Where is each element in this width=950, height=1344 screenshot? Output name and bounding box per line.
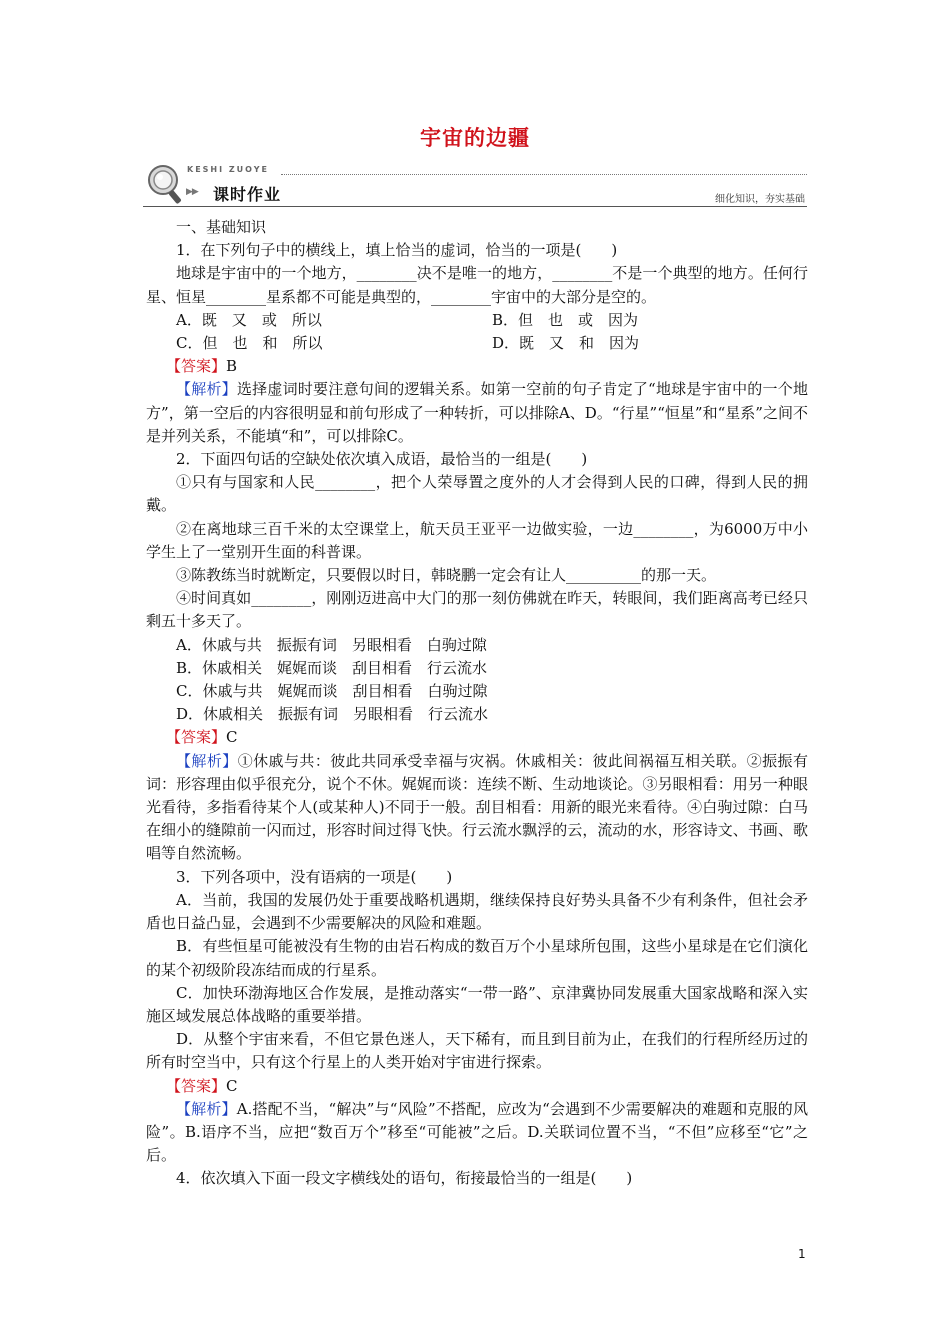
section-banner <box>143 160 807 208</box>
q3-analysis <box>146 1098 808 1168</box>
banner-pinyin: KESHI ZUOYE <box>187 165 269 174</box>
q3-option-c: C．加快环渤海地区合作发展，是推动落实“一带一路”、京津冀协同发展重大国家战略和深入实施区域发展总体战略的重要举措。 <box>146 983 808 1025</box>
q2-option-c: C．休戚与共 娓娓而谈 刮目相看 白驹过隙 <box>176 682 488 701</box>
banner-label: 课时作业 <box>213 185 282 204</box>
answer-value: C <box>226 1076 238 1095</box>
q3-option-b: B．有些恒星可能被没有生物的由岩石构成的数百万个小星球所包围，这些小星球是在它们演化的某个初级阶段冻结而成的行星系。 <box>146 937 808 979</box>
q3-option-a: A．当前，我国的发展仍处于重要战略机遇期，继续保持良好势头具备不少有利条件，但社会矛盾也日益凸显，会遇到不少需要解决的风险和难题。 <box>146 890 808 933</box>
q2-stem: 2．下面四句话的空缺处依次填入成语，最恰当的一组是( ) <box>176 450 588 469</box>
analysis-tag: 【解析】 <box>176 1099 237 1118</box>
q2-sentence-3: ③陈教练当时就断定，只要假以时日，韩晓鹏一定会有让人__________的那一天。 <box>176 566 717 585</box>
q2-analysis <box>146 750 808 866</box>
q1-stem: 1．在下列句子中的横线上，填上恰当的虚词，恰当的一项是( ) <box>176 241 618 260</box>
banner-dotted-line <box>281 174 807 175</box>
page-number: 1 <box>798 1247 806 1261</box>
q2-sentence-1: ①只有与国家和人民________，把个人荣辱置之度外的人才会得到人民的口碑，得到人民的拥戴。 <box>146 473 808 515</box>
q1-option-c: C．但 也 和 所以 <box>176 334 323 353</box>
banner-slogan: 细化知识，夯实基础 <box>715 194 805 205</box>
q1-option-b: B．但 也 或 因为 <box>492 310 639 329</box>
q1-option-a: A．既 又 或 所以 <box>176 310 322 329</box>
document-body <box>146 216 808 1191</box>
banner-rule <box>143 206 807 207</box>
answer-value: C <box>226 728 238 747</box>
q3-answer <box>146 1075 808 1098</box>
section-heading: 一、基础知识 <box>176 218 267 236</box>
q4-stem: 4．依次填入下面一段文字横线处的语句，衔接最恰当的一组是( ) <box>176 1169 633 1188</box>
q2-option-b: B．休戚相关 娓娓而谈 刮目相看 行云流水 <box>176 658 488 677</box>
q1-analysis <box>146 378 808 448</box>
q2-sentence-4: ④时间真如________，刚刚迈进高中大门的那一刻仿佛就在昨天，转眼间，我们距离高考已经只剩五十多天了。 <box>146 589 808 631</box>
q3-option-d: D．从整个宇宙来看，不但它景色迷人，天下稀有，而且到目前为止，在我们的行程所经历过的所有时空当中，只有这个行星上的人类开始对宇宙进行探索。 <box>146 1030 808 1072</box>
q1-answer <box>146 355 808 378</box>
q1-text: 地球是宇宙中的一个地方，________决不是唯一的地方，________不是一个典型的地方。任何行星、恒星________星系都不可能是典型的，________宇宙中的大部分是空的。 <box>146 264 808 306</box>
q2-answer <box>146 726 808 749</box>
analysis-tag: 【解析】 <box>176 380 237 399</box>
banner-arrows-icon: ▶▶ <box>186 187 198 197</box>
q1-options-row-2 <box>146 332 808 355</box>
answer-tag: 【答案】 <box>166 357 227 376</box>
q3-stem: 3．下列各项中，没有语病的一项是( ) <box>176 867 453 886</box>
answer-tag: 【答案】 <box>166 1076 227 1095</box>
analysis-tag: 【解析】 <box>176 751 238 770</box>
q1-option-d: D．既 又 和 因为 <box>492 334 640 353</box>
magnifier-icon <box>145 162 185 206</box>
analysis-text: ①休戚与共：彼此共同承受幸福与灾祸。休戚相关：彼此间祸福互相关联。②振振有词：形容理由似乎很充分，说个不休。娓娓而谈：连续不断、生动地谈论。③另眼相看：用另一种眼光看待，多指看待某个人(或某种人)不同于一般。刮目相看：用新的眼光来看待。④白驹过隙：白马在细小的缝隙前一闪而过，形容时间过得飞快。行云流水飘浮的云，流动的水，形容诗文、书画、歌唱等自然流畅。 <box>146 751 808 863</box>
answer-tag: 【答案】 <box>166 728 227 747</box>
q1-options-row-1 <box>146 309 808 332</box>
answer-value: B <box>226 357 238 376</box>
document-title: 宇宙的边疆 <box>420 125 530 150</box>
analysis-text: A.搭配不当，“解决”与“风险”不搭配，应改为“会遇到不少需要解决的难题和克服的风险”。B.语序不当，应把“数百万个”移至“可能被”之后。D.关联词位置不当，“不但”应移至“它”之后。 <box>146 1099 808 1165</box>
q2-option-d: D．休戚相关 振振有词 另眼相看 行云流水 <box>176 705 489 724</box>
q2-option-a: A．休戚与共 振振有词 另眼相看 白驹过隙 <box>176 635 487 654</box>
analysis-text: 选择虚词时要注意句间的逻辑关系。如第一空前的句子肯定了“地球是宇宙中的一个地方”，第一空后的内容很明显和前句形成了一种转折，可以排除A、D。“行星”“恒星”和“星系”之间不是并列关系，不能填“和”，可以排除C。 <box>146 380 808 445</box>
q2-sentence-2: ②在离地球三百千米的太空课堂上，航天员王亚平一边做实验，一边________，为6000万中小学生上了一堂别开生面的科普课。 <box>146 519 808 561</box>
